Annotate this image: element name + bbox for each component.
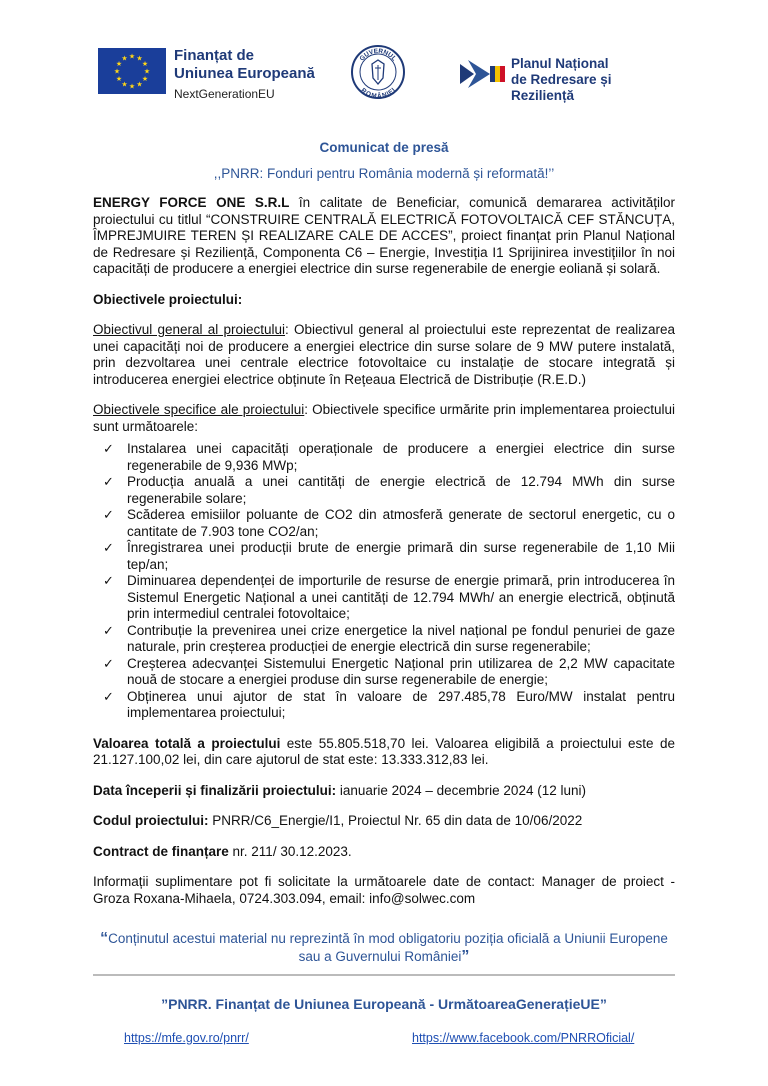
project-value-text: este 55.805.518,70 lei. Valoarea eligibilă a proiectului este de 21.127.100,02 lei, din care ajutorul de stat este: 13.333.312,83 lei. xyxy=(93,735,675,767)
list-item: ✓ Scăderea emisiilor poluante de CO2 din atmosferă generate de sectorul energetic, cu o cantitate de 7.903 tone CO2/an; xyxy=(103,507,675,539)
eu-line-1: Finanțat de xyxy=(174,47,255,64)
eu-star-icon: ★ xyxy=(121,54,128,63)
general-objective-label: Obiectivul general al proiectului xyxy=(93,322,286,337)
header-logos xyxy=(98,44,678,104)
eu-star-icon: ★ xyxy=(113,67,121,76)
checkmark-icon: ✓ xyxy=(103,540,114,555)
disclaimer-open-quote: “ xyxy=(100,930,109,947)
project-code-label: Codul proiectului: xyxy=(93,813,209,828)
specific-objectives xyxy=(93,402,675,435)
checkmark-icon: ✓ xyxy=(103,441,114,456)
general-objective-text: : Obiectivul general al proiectului este reprezentat de realizarea unei capacități noi de producere a energiei electrice din surse solare de 9 MW putere instalată, prin dezvoltarea unei centrale electrice fotovoltaice cu instalație de stocare integrată și introducerea energiei electrice obținute în Rețeaua Electrică de Distribuție (R.E.D.) xyxy=(93,322,675,387)
list-item: ✓ Instalarea unei capacități operaționale de producere a energiei electrice din surse regenerabile de 9,936 MWp; xyxy=(103,441,675,473)
seal-bottom-text: ROMÂNIEI xyxy=(359,86,397,100)
company-name: ENERGY FORCE ONE S.R.L xyxy=(93,195,290,210)
project-value xyxy=(93,736,675,769)
page-title: Comunicat de presă xyxy=(319,140,449,155)
eu-star-icon: ★ xyxy=(141,75,149,83)
project-dates-label: Data începerii și finalizării proiectului: xyxy=(93,782,337,798)
checkmark-icon: ✓ xyxy=(103,573,114,588)
project-dates xyxy=(93,783,675,800)
eu-star-icon: ★ xyxy=(143,67,151,76)
mfe-link[interactable]: https://mfe.gov.ro/pnrr/ xyxy=(124,1031,249,1045)
funding-contract xyxy=(93,844,675,861)
pnrr-line-1: Planul Național xyxy=(511,56,609,71)
pnrr-line-2: de Redresare și Reziliență xyxy=(511,72,612,103)
funding-contract-text: nr. 211/ 30.12.2023. xyxy=(228,843,352,859)
eu-star-icon: ★ xyxy=(128,82,136,91)
footer-divider xyxy=(93,974,675,976)
contact-info: Informații suplimentare pot fi solicitate la următoarele date de contact: Manager de proiect - Groza Roxana-Mihaela, 0724.303.094, email: info@solwec.com xyxy=(93,874,675,906)
general-objective xyxy=(93,322,675,388)
government-seal-icon xyxy=(350,44,406,100)
eu-star-icon: ★ xyxy=(128,52,136,61)
project-value-label: Valoarea totală a proiectului xyxy=(93,735,281,751)
eu-star-icon: ★ xyxy=(141,60,149,68)
disclaimer-close-quote: ” xyxy=(461,948,470,965)
list-item: ✓ Înregistrarea unei producții brute de energie primară din surse regenerabile de 1,10 Mii tep/an; xyxy=(103,540,675,572)
specific-objectives-text: : Obiectivele specifice urmărite prin implementarea proiectului sunt următoarele: xyxy=(93,402,675,434)
eu-funding-label xyxy=(174,47,315,103)
eu-star-icon: ★ xyxy=(136,80,143,89)
list-item: ✓ Contribuție la prevenirea unei crize energetice la nivel național pe fondul penuriei de gaze naturale, prin creșterea producției de energie electrică din surse regenerabile; xyxy=(103,622,675,654)
checkmark-icon: ✓ xyxy=(103,474,114,489)
disclaimer-text: Conținutul acestui material nu reprezintă în mod obligatoriu poziția oficială a Uniunii Europene sau a Guvernului României xyxy=(108,931,668,964)
eu-flag-icon xyxy=(98,48,166,94)
project-code-text: PNRR/C6_Energie/I1, Proiectul Nr. 65 din data de 10/06/2022 xyxy=(208,813,583,828)
list-item: ✓ Diminuarea dependenței de importurile de resurse de energie primară, prin introducerea în Sistemul Energetic Național a unei cantități de 12.794 MWh/ an energie electrică, obținută prin intermediul centralei fotovoltaice; xyxy=(103,573,675,621)
facebook-link[interactable]: https://www.facebook.com/PNRROficial/ xyxy=(412,1031,635,1045)
list-item: ✓ Obținerea unui ajutor de stat în valoare de 297.485,78 Euro/MW instalat pentru implementarea proiectului; xyxy=(103,688,675,720)
list-item: ✓ Producția anuală a unei cantități de energie electrică de 12.794 MWh din surse regenerabile solare; xyxy=(103,474,675,506)
eu-star-icon: ★ xyxy=(115,75,123,83)
eu-star-icon: ★ xyxy=(136,54,143,63)
list-item: ✓ Creșterea adecvanței Sistemului Energetic Național prin utilizarea de 2,2 MW capacitate nouă de stocare a energiei produse din surse regenerabile de energie; xyxy=(103,655,675,687)
seal-top-text: GUVERNUL xyxy=(358,47,398,63)
pnrr-label xyxy=(511,56,678,104)
page-subtitle: ,,PNRR: Fonduri pentru România modernă și reformată!’’ xyxy=(213,166,555,181)
footer-title: ”PNRR. Finanțat de Uniunea Europeană - UrmătoareaGenerațieUE” xyxy=(161,996,607,1012)
checkmark-icon: ✓ xyxy=(103,688,114,704)
eu-star-icon: ★ xyxy=(121,80,128,89)
document-body xyxy=(93,195,675,907)
intro-text: în calitate de Beneficiar, comunică demararea activităților proiectului cu titlul “CONSTRUIRE CENTRALĂ ELECTRICĂ FOTOVOLTAICĂ CEF STĂNCUȚA, ÎMPREJMUIRE TEREN ȘI REALIZARE CALE DE ACCES”, proiect finanțat prin Planul Național de Redresare și Reziliență, Componenta C6 – Energie, Investiția I1 Sprijinirea investițiilor în noi capacități de producere a energiei electrice din surse regenerabile de energie eoliană și solară. xyxy=(93,195,675,276)
intro-paragraph xyxy=(93,195,675,278)
objectives-heading: Obiectivele proiectului: xyxy=(93,291,243,307)
checkmark-icon: ✓ xyxy=(103,507,114,522)
funding-contract-label: Contract de finanțare xyxy=(93,843,229,859)
project-code xyxy=(93,813,675,830)
specific-objectives-label: Obiectivele specifice ale proiectului xyxy=(93,402,305,417)
checkmark-icon: ✓ xyxy=(103,655,114,671)
eu-star-icon: ★ xyxy=(115,60,123,68)
eu-line-2: Uniunea Europeană xyxy=(174,65,315,82)
disclaimer xyxy=(100,930,668,966)
project-dates-text: ianuarie 2024 – decembrie 2024 (12 luni) xyxy=(336,782,586,798)
eu-line-3: NextGenerationEU xyxy=(174,87,275,101)
checkmark-icon: ✓ xyxy=(103,622,114,638)
pnrr-logo-icon xyxy=(460,60,508,88)
specific-objectives-list xyxy=(93,441,675,722)
